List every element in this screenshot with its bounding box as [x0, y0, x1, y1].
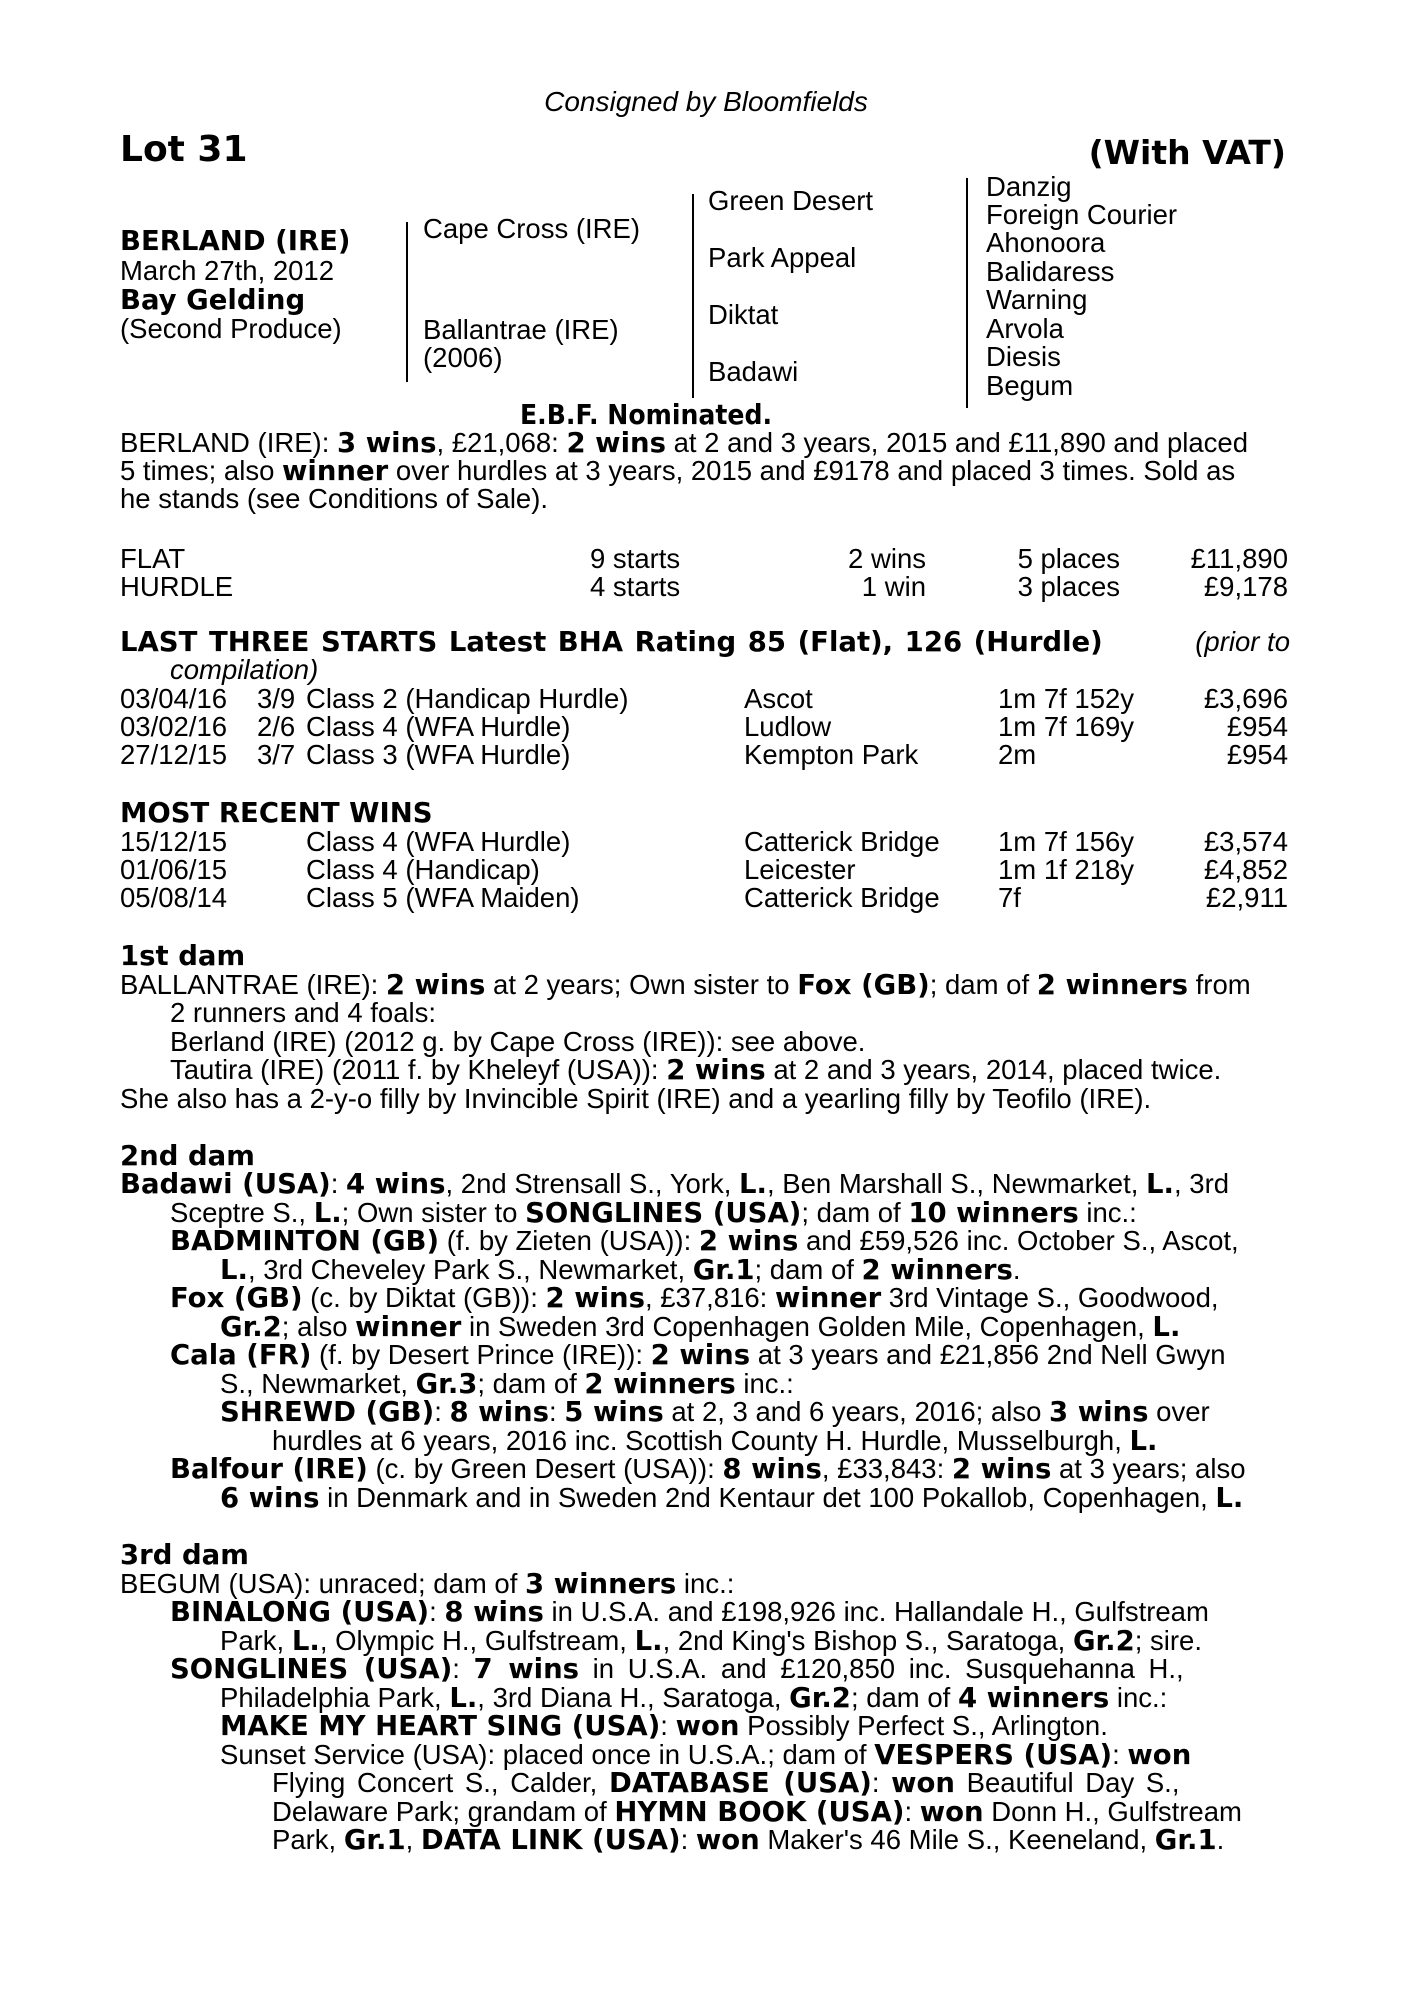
table-row: 01/06/15 Class 4 (Handicap) Leicester 1m 1f 218y £4,852 — [120, 854, 1288, 885]
vat-label: (With VAT) — [1088, 133, 1286, 172]
pedigree-line: Badawi (USA): 4 wins, 2nd Strensall S., York, L., Ben Marshall S., Newmarket, L., 3rd — [120, 1168, 1230, 1200]
section-heading: MOST RECENT WINS — [120, 797, 433, 829]
pedigree-line: MAKE MY HEART SING (USA): won Possibly Perfect S., Arlington. — [220, 1710, 1108, 1742]
pedigree-gen2: Badawi — [708, 356, 799, 387]
heading-note: compilation) — [170, 654, 319, 685]
pedigree-line: S., Newmarket, Gr.3; dam of 2 winners inc.: — [220, 1368, 794, 1400]
race-stats-table — [120, 545, 1288, 601]
pedigree-line: Cala (FR) (f. by Desert Prince (IRE)): 2 wins at 3 years and £21,856 2nd Nell Gwyn — [170, 1339, 1226, 1371]
pedigree-gen2: Green Desert — [708, 185, 874, 216]
pedigree-gen3: Begum — [986, 370, 1074, 401]
pedigree-dam-year: (2006) — [423, 342, 503, 373]
pedigree-dam: Ballantrae (IRE) — [423, 314, 619, 345]
pedigree-line: Gr.2; also winner in Sweden 3rd Copenhagen Golden Mile, Copenhagen, L. — [220, 1311, 1181, 1343]
pedigree-line: SONGLINES (USA): 7 wins in U.S.A. and £120,850 inc. Susquehanna H., — [170, 1653, 1184, 1685]
table-row: HURDLE 4 starts 1 win 3 places £9,178 — [120, 571, 1288, 602]
section-heading: LAST THREE STARTS Latest BHA Rating 85 (Flat), 126 (Hurdle) (prior to — [120, 626, 1290, 658]
consignor-line: Consigned by Bloomfields — [544, 86, 868, 117]
pedigree-line: Flying Concert S., Calder, DATABASE (USA): won Beautiful Day S., — [272, 1767, 1180, 1799]
pedigree-line: Berland (IRE) (2012 g. by Cape Cross (IRE)): see above. — [170, 1026, 866, 1057]
pedigree-line: BINALONG (USA): 8 wins in U.S.A. and £198,926 inc. Hallandale H., Gulfstream — [170, 1596, 1209, 1628]
pedigree-gen3: Warning — [986, 284, 1088, 315]
pedigree-line: Balfour (IRE) (c. by Green Desert (USA)): 8 wins, £33,843: 2 wins at 3 years; also — [170, 1453, 1246, 1485]
summary-line: 5 times; also winner over hurdles at 3 years, 2015 and £9178 and placed 3 times. Sold as — [120, 455, 1236, 487]
pedigree-line: BADMINTON (GB) (f. by Zieten (USA)): 2 wins and £59,526 inc. October S., Ascot, — [170, 1225, 1239, 1257]
pedigree-line: Fox (GB) (c. by Diktat (GB)): 2 wins, £37,816: winner 3rd Vintage S., Goodwood, — [170, 1282, 1219, 1314]
table-row: 05/08/14 Class 5 (WFA Maiden) Catterick Bridge 7f £2,911 — [120, 882, 1288, 913]
pedigree-gen3: Foreign Courier — [986, 199, 1178, 230]
pedigree-line: 6 wins in Denmark and in Sweden 2nd Kentaur det 100 Pokallob, Copenhagen, L. — [220, 1482, 1244, 1514]
section-heading: 2nd dam — [120, 1140, 255, 1172]
pedigree-line: SHREWD (GB): 8 wins: 5 wins at 2, 3 and 6 years, 2016; also 3 wins over — [220, 1396, 1210, 1428]
horse-type: Bay Gelding — [120, 284, 306, 316]
pedigree-sire: Cape Cross (IRE) — [423, 213, 640, 244]
pedigree-gen3: Ahonoora — [986, 227, 1106, 258]
pedigree-line: BALLANTRAE (IRE): 2 wins at 2 years; Own sister to Fox (GB); dam of 2 winners from — [120, 969, 1251, 1001]
summary-line: he stands (see Conditions of Sale). — [120, 483, 549, 514]
pedigree-gen3: Danzig — [986, 171, 1072, 202]
pedigree-line: BEGUM (USA): unraced; dam of 3 winners inc.: — [120, 1568, 735, 1600]
pedigree-line: She also has a 2-y-o filly by Invincible Spirit (IRE) and a yearling filly by Teofilo (IRE). — [120, 1083, 1152, 1114]
starts-table — [120, 685, 1288, 769]
pedigree-gen3: Balidaress — [986, 256, 1115, 287]
pedigree-line: Sunset Service (USA): placed once in U.S.A.; dam of VESPERS (USA): won — [220, 1739, 1192, 1771]
pedigree-divider — [692, 194, 694, 398]
summary-line: BERLAND (IRE): 3 wins, £21,068: 2 wins at 2 and 3 years, 2015 and £11,890 and placed — [120, 427, 1248, 459]
horse-dob: March 27th, 2012 — [120, 255, 335, 286]
pedigree-line: Park, Gr.1, DATA LINK (USA): won Maker's 46 Mile S., Keeneland, Gr.1. — [272, 1824, 1225, 1856]
table-row: FLAT 9 starts 2 wins 5 places £11,890 — [120, 543, 1288, 574]
table-row: 03/02/16 2/6 Class 4 (WFA Hurdle) Ludlow 1m 7f 169y £954 — [120, 711, 1288, 742]
horse-name: BERLAND (IRE) — [120, 225, 351, 257]
pedigree-divider — [966, 178, 968, 408]
table-row: 03/04/16 3/9 Class 2 (Handicap Hurdle) Ascot 1m 7f 152y £3,696 — [120, 683, 1288, 714]
pedigree-line: Park, L., Olympic H., Gulfstream, L., 2nd King's Bishop S., Saratoga, Gr.2; sire. — [220, 1625, 1202, 1657]
pedigree-line: Sceptre S., L.; Own sister to SONGLINES (USA); dam of 10 winners inc.: — [170, 1197, 1137, 1229]
table-row: 27/12/15 3/7 Class 3 (WFA Hurdle) Kempton Park 2m £954 — [120, 739, 1288, 770]
lot-number: Lot 31 — [120, 129, 248, 170]
pedigree-line: L., 3rd Cheveley Park S., Newmarket, Gr.1; dam of 2 winners. — [220, 1254, 1021, 1286]
pedigree-line: 2 runners and 4 foals: — [170, 997, 437, 1028]
pedigree-line: Philadelphia Park, L., 3rd Diana H., Saratoga, Gr.2; dam of 4 winners inc.: — [220, 1682, 1168, 1714]
pedigree-line: Delaware Park; grandam of HYMN BOOK (USA): won Donn H., Gulfstream — [272, 1796, 1242, 1828]
table-row: 15/12/15 Class 4 (WFA Hurdle) Catterick Bridge 1m 7f 156y £3,574 — [120, 826, 1288, 857]
horse-produce: (Second Produce) — [120, 313, 342, 344]
pedigree-line: Tautira (IRE) (2011 f. by Kheleyf (USA)): 2 wins at 2 and 3 years, 2014, placed twice. — [170, 1054, 1222, 1086]
pedigree-gen3: Diesis — [986, 341, 1061, 372]
pedigree-line: hurdles at 6 years, 2016 inc. Scottish County H. Hurdle, Musselburgh, L. — [272, 1425, 1158, 1457]
pedigree-gen2: Park Appeal — [708, 242, 857, 273]
ebf-nomination: E.B.F. Nominated. — [519, 399, 773, 431]
wins-table — [120, 828, 1288, 912]
section-heading: 3rd dam — [120, 1539, 249, 1571]
pedigree-divider — [406, 222, 408, 382]
section-heading: 1st dam — [120, 940, 246, 972]
pedigree-gen2: Diktat — [708, 299, 779, 330]
pedigree-gen3: Arvola — [986, 313, 1064, 344]
